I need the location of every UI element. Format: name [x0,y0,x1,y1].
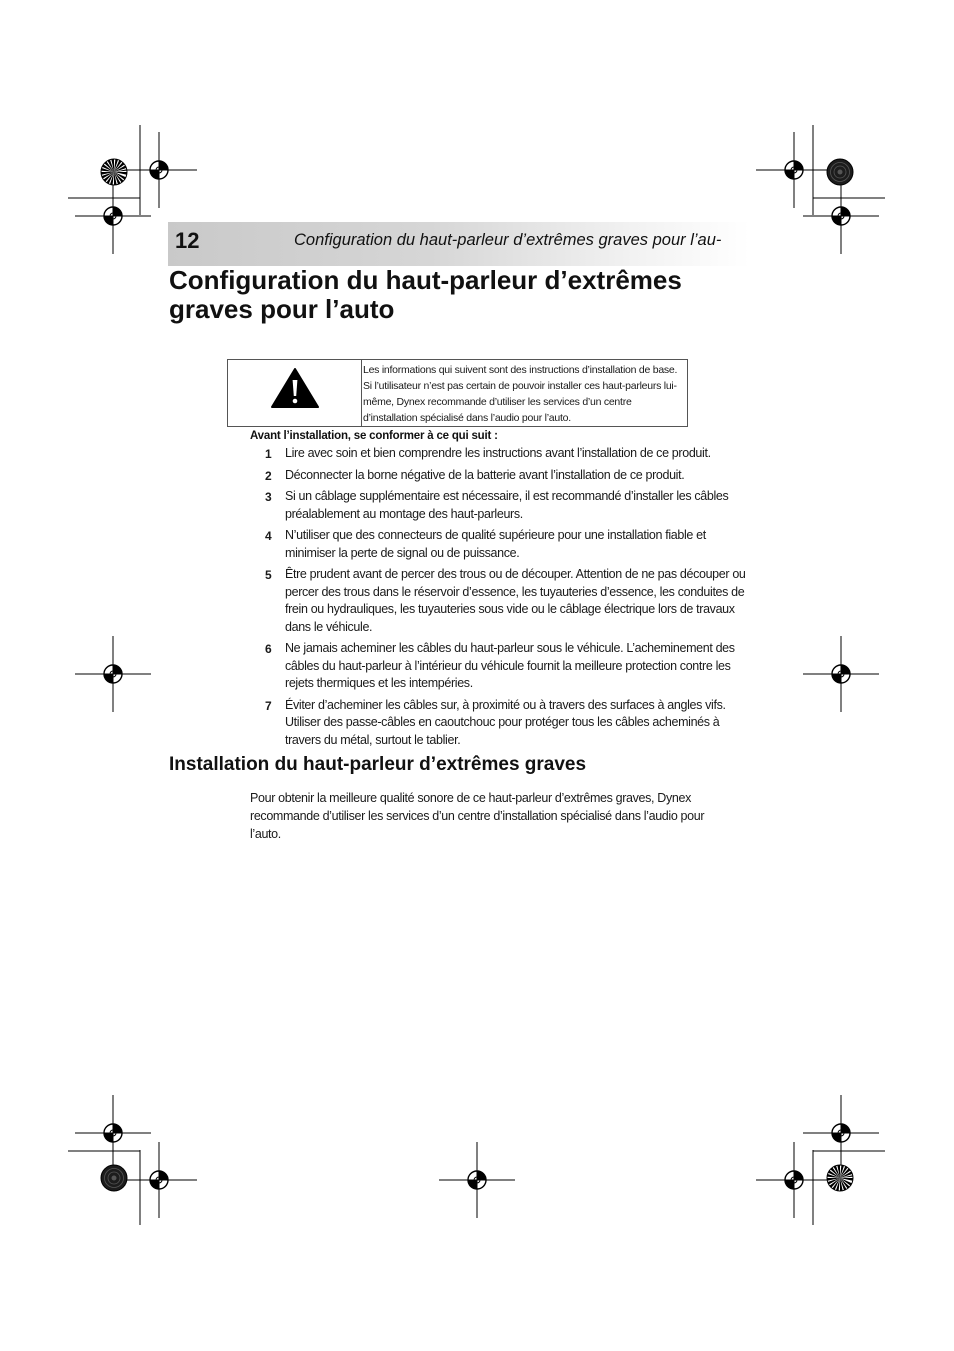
step-item-3 [250,488,750,523]
warning-box [227,359,688,427]
step-item-1 [250,445,750,463]
step-text: Éviter d’acheminer les câbles sur, à proximité ou à travers des surfaces à angles vifs. Utiliser des passe-câbles en caoutchouc pour protéger tous les câbles acheminés à travers du métal, surtout le tablier. [285,697,726,747]
step-number: 4 [265,529,272,543]
step-number: 1 [265,447,272,461]
step-item-5 [250,566,750,636]
running-header-title: Configuration du haut-parleur d’extrêmes graves pour l’au- [294,231,722,249]
intro-label: Avant l’installation, se conformer à ce qui suit : [250,430,498,442]
warning-text: Les informations qui suivent sont des instructions d’installation de base. Si l’utilisateur n’est pas certain de pouvoir installer ces haut-parleurs lui-même, Dynex recommande d’utiliser les services d’un centre d’installation spécialisé dans l’audio pour l’auto. [363,364,678,424]
step-item-4 [250,527,750,562]
step-number: 3 [265,490,272,504]
page-title-line-2: graves pour l’auto [169,294,395,324]
section-paragraph: Pour obtenir la meilleure qualité sonore de ce haut-parleur d’extrêmes graves, Dynex recommande d’utiliser les services d’un centre d’installation spécialisé dans l’audio pour l’auto. [250,791,705,841]
step-text: N’utiliser que des connecteurs de qualité supérieure pour une installation fiable et minimiser la perte de signal ou de puissance. [285,528,706,560]
step-number: 7 [265,698,272,713]
warning-icon-cell [228,360,362,426]
step-item-7 [250,697,750,750]
installation-steps-list [250,445,750,753]
page-title [169,266,769,324]
step-number: 6 [265,642,272,656]
step-text: Être prudent avant de percer des trous ou de découper. Attention de ne pas découper ou percer des trous dans le réservoir d’essence, les tuyauteries d’essence, les conduites de frein ou hydrauliques, les tuyauteries sous vide ou le câblage électrique lors de travaux dans le véhicule. [285,567,746,634]
page-number: 12 [175,228,200,253]
step-text: Si un câblage supplémentaire est nécessaire, il est recommandé d’installer les câbles préalablement au montage des haut-parleurs. [285,489,729,521]
section-heading: Installation du haut-parleur d’extrêmes graves [169,754,587,775]
step-text: Lire avec soin et bien comprendre les instructions avant l’installation de ce produit. [285,446,711,460]
step-number: 2 [265,468,272,483]
step-text: Ne jamais acheminer les câbles du haut-parleur sous le véhicule. L’acheminement des câbles du haut-parleur à l’intérieur du véhicule fournit la meilleure protection contre les rejets thermiques et les intempéries. [285,641,735,690]
step-text: Déconnecter la borne négative de la batterie avant l’installation de ce produit. [285,467,685,482]
warning-triangle-icon [270,367,320,409]
step-item-6 [250,640,750,693]
step-item-2 [250,467,750,485]
page-title-line-1: Configuration du haut-parleur d’extrêmes [169,265,682,295]
step-number: 5 [265,568,272,582]
